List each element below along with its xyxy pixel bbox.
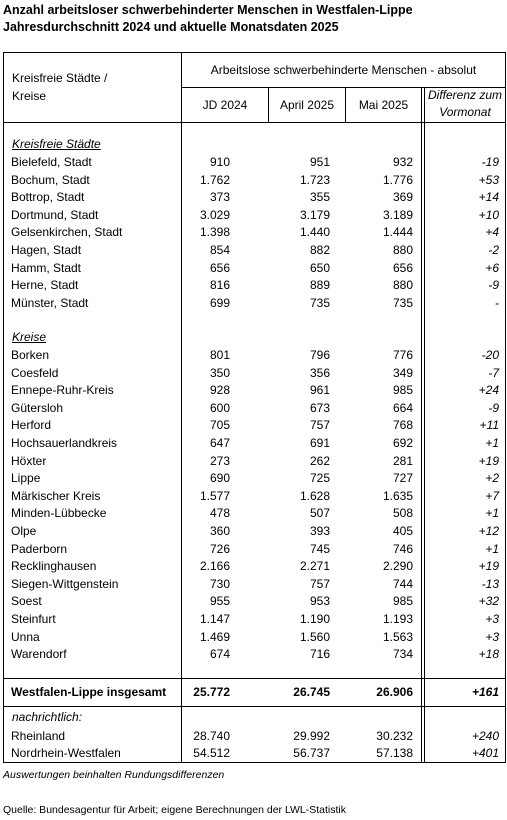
value-jd2024: 955 [209, 594, 230, 609]
section-label-kreisfreie-staedte: Kreisfreie Städte [12, 137, 101, 151]
value-jd2024: 1.469 [199, 629, 230, 644]
value-april2025: 1.723 [299, 172, 330, 187]
table-row [4, 541, 505, 558]
value-mai2025: 1.444 [382, 225, 413, 240]
value-diff: +3 [485, 612, 499, 626]
value-diff: - [495, 295, 499, 310]
value-april2025: 735 [309, 295, 330, 310]
value-april2025: 951 [309, 155, 330, 169]
value-diff: -7 [488, 365, 499, 380]
table-row [4, 558, 505, 575]
value-diff: +401 [471, 746, 499, 760]
header-region-line1: Kreisfreie Städte / [12, 71, 108, 85]
table-row [4, 154, 505, 171]
row-name: Siegen-Wittgenstein [11, 576, 119, 591]
value-mai2025: 880 [392, 278, 413, 293]
value-april2025: 393 [309, 524, 330, 538]
row-name: Bielefeld, Stadt [11, 155, 92, 169]
value-mai2025: 664 [392, 400, 413, 415]
value-diff: +12 [478, 524, 499, 538]
value-jd2024: 816 [209, 278, 230, 293]
value-diff: -19 [481, 155, 499, 169]
row-name: Gütersloh [11, 400, 64, 415]
row-name: Gelsenkirchen, Stadt [11, 225, 123, 240]
value-mai2025: 1.563 [382, 629, 413, 644]
value-mai2025: 776 [392, 348, 413, 362]
table-row [4, 470, 505, 487]
value-diff: +11 [479, 418, 499, 433]
value-mai2025: 369 [392, 190, 413, 205]
value-jd2024: 360 [209, 524, 230, 538]
total-row [4, 684, 505, 701]
row-name: Unna [11, 629, 40, 644]
row-name: Herford [11, 418, 52, 433]
value-mai2025: 1.776 [382, 172, 413, 187]
value-diff: +18 [478, 647, 499, 662]
table-row [4, 505, 505, 522]
value-mai2025: 281 [392, 453, 413, 468]
value-april2025: 673 [309, 400, 330, 415]
value-jd2024: 350 [209, 365, 230, 380]
table-row [4, 260, 505, 277]
table-title: Anzahl arbeitsloser schwerbehinderter Menschen in Westfalen-Lippe [3, 3, 413, 17]
value-jd2024: 656 [209, 260, 230, 275]
value-april2025: 691 [309, 436, 330, 450]
value-jd2024: 54.512 [193, 746, 230, 760]
value-mai2025: 727 [392, 471, 413, 486]
value-diff: +7 [485, 488, 499, 503]
value-jd2024: 1.762 [199, 172, 230, 187]
value-april2025: 1.190 [299, 612, 330, 626]
value-diff: +3 [485, 629, 499, 644]
value-jd2024: 910 [209, 155, 230, 169]
header-diff-line2: Vormonat [439, 105, 491, 119]
value-diff: +19 [478, 559, 499, 574]
table-row [4, 277, 505, 294]
value-april2025: 796 [309, 348, 330, 362]
value-jd2024: 854 [209, 243, 230, 257]
value-jd2024: 25.772 [193, 685, 230, 699]
divider [4, 678, 505, 679]
value-april2025: 1.440 [299, 225, 330, 240]
value-april2025: 29.992 [293, 729, 330, 743]
value-jd2024: 928 [209, 383, 230, 398]
value-jd2024: 647 [209, 436, 230, 450]
table-row [4, 400, 505, 417]
value-jd2024: 1.398 [199, 225, 230, 240]
value-mai2025: 26.906 [376, 685, 413, 699]
value-diff: +240 [471, 729, 499, 743]
header-jd2024: JD 2024 [202, 98, 248, 112]
value-april2025: 961 [309, 383, 330, 398]
value-mai2025: 985 [392, 383, 413, 398]
value-diff: -9 [488, 400, 499, 415]
value-diff: +14 [478, 190, 499, 205]
value-diff: +161 [471, 685, 499, 699]
row-name: Recklinghausen [11, 559, 97, 574]
value-mai2025: 692 [392, 436, 413, 450]
value-diff: +1 [485, 541, 499, 556]
value-diff: +6 [485, 260, 499, 275]
value-diff: +2 [485, 471, 499, 486]
table-row [4, 629, 505, 646]
value-april2025: 355 [309, 190, 330, 205]
value-mai2025: 656 [392, 260, 413, 275]
footnote: Auswertungen beinhalten Rundungsdifferenzen [3, 769, 225, 781]
data-table [3, 52, 506, 763]
value-april2025: 56.737 [293, 746, 330, 760]
value-diff: +19 [478, 453, 499, 468]
value-april2025: 1.628 [299, 488, 330, 503]
value-mai2025: 508 [392, 506, 413, 521]
value-jd2024: 3.029 [199, 207, 230, 222]
value-jd2024: 726 [209, 541, 230, 556]
row-name: Herne, Stadt [11, 278, 79, 293]
value-jd2024: 674 [209, 647, 230, 662]
row-name: Soest [11, 594, 42, 609]
row-name: Minden-Lübbecke [11, 506, 107, 521]
value-jd2024: 373 [209, 190, 230, 205]
divider [4, 706, 505, 707]
value-diff: -2 [488, 243, 499, 257]
value-jd2024: 690 [209, 471, 230, 486]
value-diff: +1 [485, 436, 499, 450]
row-name: Rheinland [11, 729, 66, 743]
row-name: Hochsauerlandkreis [11, 436, 118, 450]
divider [4, 122, 505, 123]
table-subtitle: Jahresdurchschnitt 2024 und aktuelle Monatsdaten 2025 [3, 20, 339, 34]
value-mai2025: 30.232 [376, 729, 413, 743]
table-row [4, 189, 505, 206]
table-row [4, 523, 505, 540]
table-row [4, 172, 505, 189]
value-april2025: 757 [309, 576, 330, 591]
row-name: Borken [11, 348, 50, 362]
row-name: Münster, Stadt [11, 295, 89, 310]
value-april2025: 507 [309, 506, 330, 521]
table-row [4, 365, 505, 382]
table-row [4, 745, 505, 762]
table-row [4, 417, 505, 434]
value-april2025: 26.745 [293, 685, 330, 699]
row-name: Warendorf [11, 647, 67, 662]
value-diff: +53 [478, 172, 499, 187]
value-diff: +32 [478, 594, 499, 609]
row-name: Bottrop, Stadt [11, 190, 85, 205]
value-mai2025: 880 [392, 243, 413, 257]
value-mai2025: 2.290 [382, 559, 413, 574]
value-jd2024: 273 [209, 453, 230, 468]
value-diff: +1 [485, 506, 499, 521]
table-row [4, 207, 505, 224]
value-jd2024: 1.147 [199, 612, 230, 626]
table-row [4, 224, 505, 241]
value-diff: -9 [488, 278, 499, 293]
value-april2025: 882 [309, 243, 330, 257]
value-mai2025: 734 [392, 647, 413, 662]
row-name: Paderborn [11, 541, 68, 556]
table-row [4, 382, 505, 399]
row-name: Steinfurt [11, 612, 56, 626]
row-name: Ennepe-Ruhr-Kreis [11, 383, 114, 398]
value-jd2024: 801 [209, 348, 230, 362]
value-diff: +4 [485, 225, 499, 240]
header-group: Arbeitslose schwerbehinderte Menschen - absolut [210, 63, 477, 77]
row-name: Hamm, Stadt [11, 260, 82, 275]
value-diff: -20 [481, 348, 499, 362]
value-mai2025: 1.635 [382, 488, 413, 503]
value-mai2025: 746 [392, 541, 413, 556]
value-jd2024: 478 [209, 506, 230, 521]
value-april2025: 356 [309, 365, 330, 380]
table-row [4, 646, 505, 663]
source-note: Quelle: Bundesagentur für Arbeit; eigene Berechnungen der LWL-Statistik [3, 804, 347, 816]
table-row [4, 453, 505, 470]
value-mai2025: 57.138 [376, 746, 413, 760]
row-name: Westfalen-Lippe insgesamt [11, 685, 167, 699]
table-row [4, 435, 505, 452]
table-row [4, 347, 505, 364]
note-label: nachrichtlich: [12, 710, 83, 724]
value-mai2025: 985 [392, 594, 413, 609]
header-mai2025: Mai 2025 [358, 98, 409, 112]
value-april2025: 2.271 [299, 559, 330, 574]
row-name: Dortmund, Stadt [11, 207, 99, 222]
value-mai2025: 405 [392, 524, 413, 538]
value-mai2025: 349 [392, 365, 413, 380]
value-diff: -13 [481, 576, 499, 591]
value-april2025: 953 [309, 594, 330, 609]
header-region-line2: Kreise [12, 89, 47, 103]
section-label-kreise: Kreise [12, 330, 47, 344]
value-jd2024: 705 [209, 418, 230, 433]
table-row [4, 576, 505, 593]
table-row [4, 593, 505, 610]
row-name: Hagen, Stadt [11, 243, 82, 257]
row-name: Höxter [11, 453, 47, 468]
table-row [4, 728, 505, 745]
row-name: Märkischer Kreis [11, 488, 101, 503]
header-diff-line1: Differenz zum [427, 88, 503, 102]
value-jd2024: 600 [209, 400, 230, 415]
value-april2025: 716 [309, 647, 330, 662]
value-april2025: 745 [309, 541, 330, 556]
value-april2025: 757 [309, 418, 330, 433]
value-april2025: 262 [309, 453, 330, 468]
value-jd2024: 699 [209, 295, 230, 310]
row-name: Coesfeld [11, 365, 59, 380]
value-april2025: 1.560 [299, 629, 330, 644]
row-name: Nordrhein-Westfalen [11, 746, 121, 760]
table-row [4, 242, 505, 259]
table-row [4, 488, 505, 505]
table-row [4, 611, 505, 628]
value-jd2024: 2.166 [199, 559, 230, 574]
header-april2025: April 2025 [279, 98, 335, 112]
value-mai2025: 1.193 [382, 612, 413, 626]
value-april2025: 3.179 [299, 207, 330, 222]
row-name: Bochum, Stadt [11, 172, 90, 187]
row-name: Olpe [11, 524, 37, 538]
value-april2025: 889 [309, 278, 330, 293]
value-april2025: 650 [309, 260, 330, 275]
value-jd2024: 730 [209, 576, 230, 591]
value-mai2025: 744 [392, 576, 413, 591]
table-row [4, 295, 505, 312]
value-jd2024: 28.740 [193, 729, 230, 743]
value-diff: +10 [478, 207, 499, 222]
value-diff: +24 [478, 383, 499, 398]
row-name: Lippe [11, 471, 41, 486]
value-jd2024: 1.577 [199, 488, 230, 503]
value-mai2025: 768 [392, 418, 413, 433]
value-mai2025: 735 [392, 295, 413, 310]
value-mai2025: 3.189 [382, 207, 413, 222]
value-april2025: 725 [309, 471, 330, 486]
value-mai2025: 932 [392, 155, 413, 169]
